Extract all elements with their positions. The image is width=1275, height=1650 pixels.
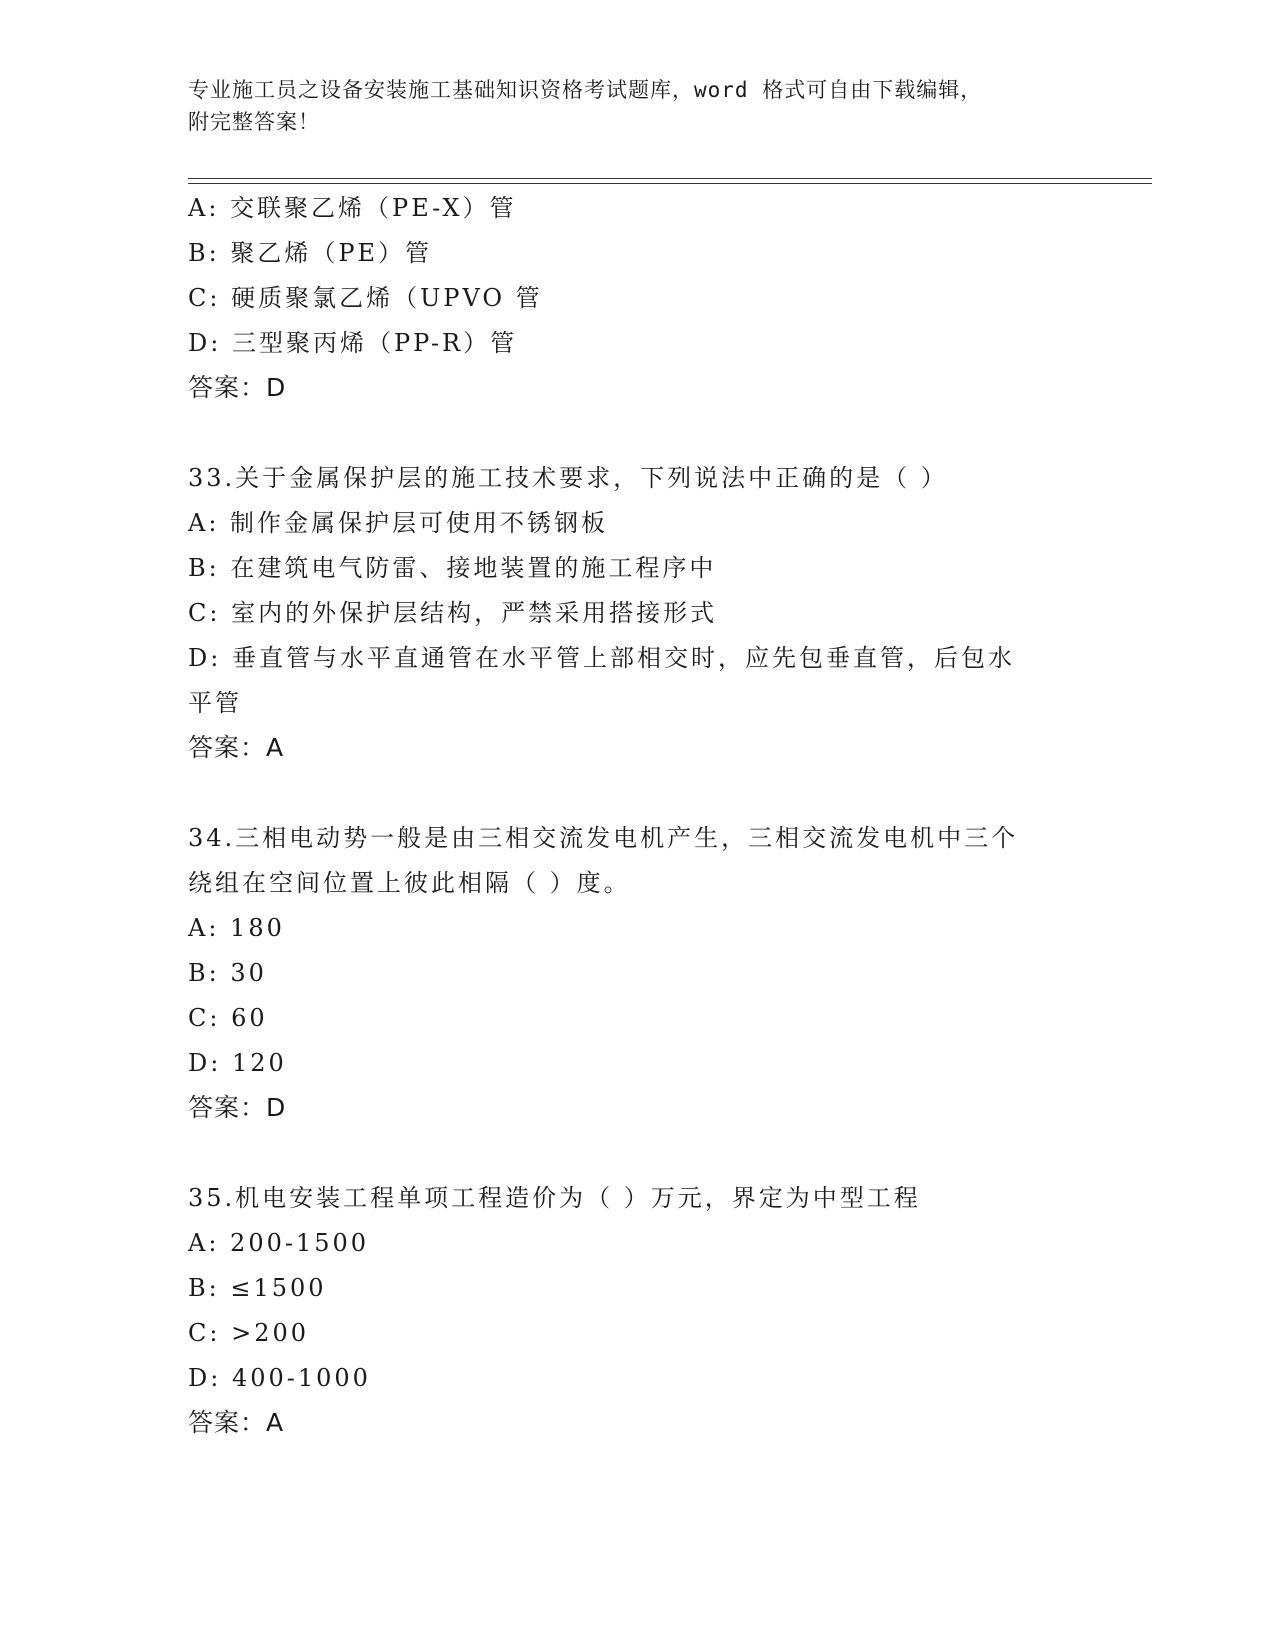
q35-option-c: C: >200	[188, 1319, 309, 1347]
q35-answer: 答案：A	[188, 1408, 285, 1437]
header-line-2: 附完整答案！	[188, 110, 320, 134]
q35-stem: 35.机电安装工程单项工程造价为（ ）万元，界定为中型工程	[188, 1184, 921, 1212]
q33-option-b: B: 在建筑电气防雷、接地装置的施工程序中	[188, 554, 717, 582]
q33-stem: 33.关于金属保护层的施工技术要求，下列说法中正确的是（ ）	[188, 464, 948, 492]
q33-option-d: D: 垂直管与水平直通管在水平管上部相交时，应先包垂直管，后包水	[188, 644, 1015, 672]
q34-option-c: C: 60	[188, 1004, 268, 1032]
q34-option-b: B: 30	[188, 959, 267, 987]
q35-option-d: D: 400-1000	[188, 1364, 371, 1392]
q33-option-c: C: 室内的外保护层结构，严禁采用搭接形式	[188, 599, 718, 627]
q33-option-d-continued: 平管	[188, 689, 242, 717]
q35-option-b: B: ≤1500	[188, 1274, 327, 1302]
q35-option-a: A: 200-1500	[188, 1229, 370, 1257]
q32-option-c: C: 硬质聚氯乙烯（UPVO 管	[188, 284, 543, 312]
q34-option-d: D: 120	[188, 1049, 287, 1077]
header-rule-bottom	[188, 183, 1152, 184]
q32-option-b: B: 聚乙烯（PE）管	[188, 239, 433, 267]
q33-option-a: A: 制作金属保护层可使用不锈钢板	[188, 509, 609, 537]
q34-stem-line-1: 34.三相电动势一般是由三相交流发电机产生，三相交流发电机中三个	[188, 824, 1019, 852]
q34-option-a: A: 180	[188, 914, 285, 942]
q32-option-d: D: 三型聚丙烯（PP-R）管	[188, 329, 518, 357]
q34-stem-line-2: 绕组在空间位置上彼此相隔（ ）度。	[188, 869, 631, 897]
q32-option-a: A: 交联聚乙烯（PE-X）管	[188, 194, 517, 222]
q34-answer: 答案：D	[188, 1093, 287, 1122]
document-header	[188, 74, 1058, 138]
q33-answer: 答案：A	[188, 733, 285, 762]
header-rule-top	[188, 178, 1152, 179]
q32-answer: 答案：D	[188, 373, 287, 402]
header-line-1: 专业施工员之设备安装施工基础知识资格考试题库，word 格式可自由下载编辑，	[188, 78, 983, 102]
